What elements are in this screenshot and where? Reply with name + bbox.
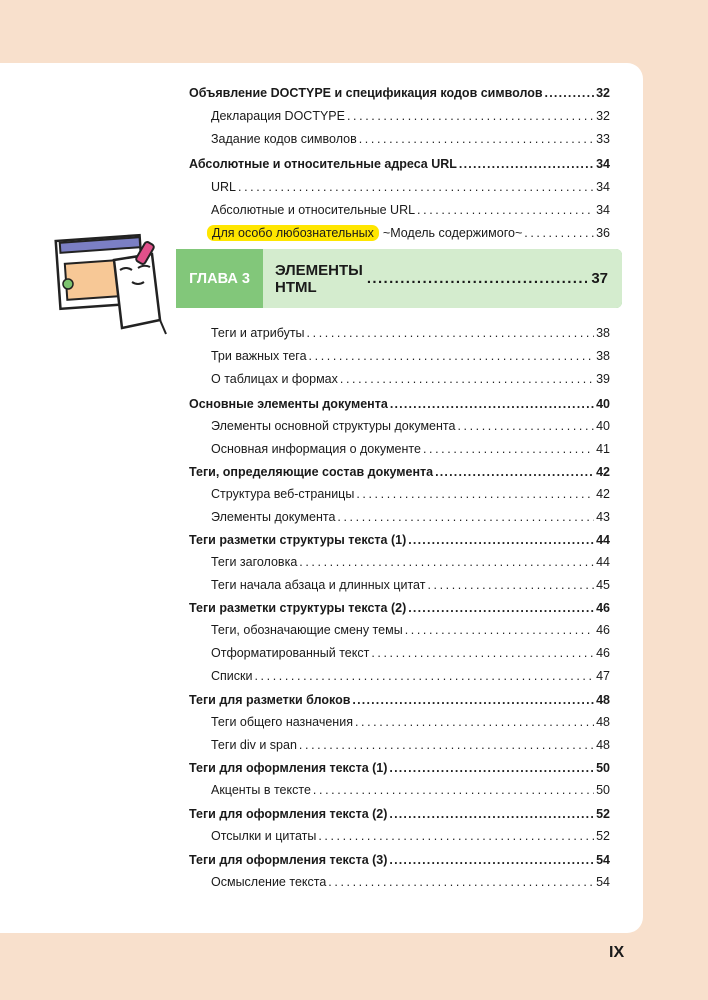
toc-entry-page-number: 39 xyxy=(596,372,610,386)
toc-entry-page-number: 46 xyxy=(596,646,610,660)
chapter-number: ГЛАВА 3 xyxy=(189,270,250,287)
toc-entry-page-number: 40 xyxy=(596,419,610,433)
toc-section-entry[interactable] xyxy=(189,802,610,822)
toc-entry-page-number: 52 xyxy=(596,807,610,821)
toc-subsection-entry[interactable] xyxy=(211,367,610,387)
toc-entry-page-number: 42 xyxy=(596,465,610,479)
toc-entry-title: О таблицах и формах xyxy=(211,372,338,386)
toc-entry-title: Теги разметки структуры текста (1) xyxy=(189,533,407,547)
toc-entry-page-number: 46 xyxy=(596,623,610,637)
toc-entry-title: Осмысление текста xyxy=(211,875,327,889)
toc-entry-page-number: 54 xyxy=(596,875,610,889)
chapter-mascot-illustration xyxy=(48,224,178,340)
toc-entry-title: Теги для разметки блоков xyxy=(189,693,351,707)
toc-subsection-entry[interactable] xyxy=(211,710,610,730)
toc-leader-dots xyxy=(389,760,594,776)
toc-entry-page-number: 32 xyxy=(596,86,610,100)
toc-entry-title: Теги, определяющие состав документа xyxy=(189,465,434,479)
toc-subsection-entry[interactable] xyxy=(211,437,610,457)
toc-entry-page-number: 40 xyxy=(596,397,610,411)
toc-subsection-entry[interactable] xyxy=(211,198,610,218)
chapter-title-row xyxy=(263,249,622,308)
toc-entry-page-number: 44 xyxy=(596,533,610,547)
chapter-page-number: 37 xyxy=(591,270,608,287)
toc-entry-title: Задание кодов символов xyxy=(211,132,357,146)
toc-entry-page-number: 41 xyxy=(596,442,610,456)
toc-entry-page-number: 48 xyxy=(596,715,610,729)
toc-entry-title: ~Модель содержимого~ xyxy=(382,226,523,240)
toc-subsection-entry[interactable] xyxy=(211,733,610,753)
toc-section-entry[interactable] xyxy=(189,81,610,101)
toc-entry-page-number: 44 xyxy=(596,555,610,569)
toc-entry-title: Абсолютные и относительные адреса URL xyxy=(189,157,457,171)
toc-leader-dots xyxy=(417,202,594,218)
toc-entry-title: Отформатированный текст xyxy=(211,646,370,660)
toc-section-entry[interactable] xyxy=(189,848,610,868)
toc-leader-dots xyxy=(313,782,594,798)
toc-entry-title: Основные элементы документа xyxy=(189,397,388,411)
toc-section-entry[interactable] xyxy=(189,688,610,708)
toc-subsection-entry[interactable] xyxy=(211,221,610,241)
toc-entry-page-number: 38 xyxy=(596,349,610,363)
toc-subsection-entry[interactable] xyxy=(211,870,610,890)
chapter-leader-dots xyxy=(367,270,588,287)
toc-subsection-entry[interactable] xyxy=(211,664,610,684)
toc-leader-dots xyxy=(318,828,594,844)
toc-leader-dots xyxy=(238,179,594,195)
toc-entry-title: Теги для оформления текста (3) xyxy=(189,853,388,867)
toc-leader-dots xyxy=(459,156,594,172)
toc-entry-title: Абсолютные и относительные URL xyxy=(211,203,416,217)
toc-entry-title: Объявление DOCTYPE и спецификация кодов символов xyxy=(189,86,543,100)
toc-subsection-entry[interactable] xyxy=(211,505,610,525)
toc-leader-dots xyxy=(307,325,595,341)
toc-subsection-entry[interactable] xyxy=(211,344,610,364)
toc-leader-dots xyxy=(347,108,594,124)
toc-entry-page-number: 52 xyxy=(596,829,610,843)
toc-entry-title: Теги заголовка xyxy=(211,555,298,569)
toc-entry-page-number: 34 xyxy=(596,203,610,217)
toc-entry-page-number: 36 xyxy=(596,226,610,240)
toc-entry-title: Структура веб-страницы xyxy=(211,487,355,501)
toc-leader-dots xyxy=(408,600,594,616)
toc-leader-dots xyxy=(427,577,594,593)
toc-entry-title: Теги div и span xyxy=(211,738,297,752)
toc-entry-page-number: 34 xyxy=(596,180,610,194)
toc-section-entry[interactable] xyxy=(189,596,610,616)
chapter-title: ЭЛЕМЕНТЫ HTML xyxy=(275,261,363,296)
toc-leader-dots xyxy=(457,418,594,434)
toc-subsection-entry[interactable] xyxy=(211,618,610,638)
toc-subsection-entry[interactable] xyxy=(211,824,610,844)
toc-leader-dots xyxy=(359,131,594,147)
page-folio: IX xyxy=(609,944,625,961)
toc-entry-title: Теги общего назначения xyxy=(211,715,353,729)
toc-entry-page-number: 34 xyxy=(596,157,610,171)
toc-entry-title: Три важных тега xyxy=(211,349,307,363)
toc-leader-dots xyxy=(309,348,595,364)
toc-entry-page-number: 47 xyxy=(596,669,610,683)
toc-leader-dots xyxy=(254,668,594,684)
toc-entry-title: Теги для оформления текста (2) xyxy=(189,807,388,821)
toc-entry-title: URL xyxy=(211,180,237,194)
toc-section-entry[interactable] xyxy=(189,392,610,412)
toc-subsection-entry[interactable] xyxy=(211,641,610,661)
toc-entry-page-number: 43 xyxy=(596,510,610,524)
toc-entry-title: Основная информация о документе xyxy=(211,442,421,456)
toc-entry-highlight-label: Для особо любознательных xyxy=(207,225,379,241)
toc-leader-dots xyxy=(299,737,594,753)
toc-leader-dots xyxy=(524,225,594,241)
toc-entry-page-number: 50 xyxy=(596,783,610,797)
toc-leader-dots xyxy=(337,509,594,525)
toc-entry-page-number: 54 xyxy=(596,853,610,867)
toc-entry-title: Элементы основной структуры документа xyxy=(211,419,456,433)
toc-leader-dots xyxy=(340,371,594,387)
toc-leader-dots xyxy=(355,714,594,730)
toc-entry-title: Декларация DOCTYPE xyxy=(211,109,345,123)
toc-entry-page-number: 45 xyxy=(596,578,610,592)
toc-entry-title: Теги, обозначающие смену темы xyxy=(211,623,403,637)
toc-leader-dots xyxy=(545,85,595,101)
toc-leader-dots xyxy=(389,852,594,868)
toc-entry-title: Теги начала абзаца и длинных цитат xyxy=(211,578,426,592)
toc-leader-dots xyxy=(423,441,594,457)
toc-entry-title: Списки xyxy=(211,669,253,683)
toc-subsection-entry[interactable] xyxy=(211,482,610,502)
toc-subsection-entry[interactable] xyxy=(211,778,610,798)
toc-subsection-entry[interactable] xyxy=(211,127,610,147)
toc-subsection-entry[interactable] xyxy=(211,550,610,570)
toc-entry-page-number: 33 xyxy=(596,132,610,146)
toc-entry-title: Теги для оформления текста (1) xyxy=(189,761,388,775)
toc-entry-title: Акценты в тексте xyxy=(211,783,311,797)
toc-leader-dots xyxy=(405,622,594,638)
toc-subsection-entry[interactable] xyxy=(211,321,610,341)
toc-leader-dots xyxy=(408,532,594,548)
toc-subsection-entry[interactable] xyxy=(211,414,610,434)
toc-leader-dots xyxy=(435,464,594,480)
toc-entry-page-number: 32 xyxy=(596,109,610,123)
toc-subsection-entry[interactable] xyxy=(211,175,610,195)
toc-section-entry[interactable] xyxy=(189,152,610,172)
toc-entry-page-number: 38 xyxy=(596,326,610,340)
toc-leader-dots xyxy=(328,874,594,890)
toc-entry-title: Теги разметки структуры текста (2) xyxy=(189,601,407,615)
toc-leader-dots xyxy=(371,645,594,661)
toc-leader-dots xyxy=(390,396,594,412)
toc-entry-title: Отсылки и цитаты xyxy=(211,829,317,843)
toc-subsection-entry[interactable] xyxy=(211,573,610,593)
toc-entry-page-number: 42 xyxy=(596,487,610,501)
toc-leader-dots xyxy=(389,806,594,822)
toc-leader-dots xyxy=(299,554,594,570)
toc-section-entry[interactable] xyxy=(189,460,610,480)
toc-section-entry[interactable] xyxy=(189,528,610,548)
toc-entry-page-number: 50 xyxy=(596,761,610,775)
toc-entry-page-number: 48 xyxy=(596,738,610,752)
toc-leader-dots xyxy=(356,486,594,502)
toc-section-entry[interactable] xyxy=(189,756,610,776)
toc-entry-page-number: 46 xyxy=(596,601,610,615)
toc-subsection-entry[interactable] xyxy=(211,104,610,124)
toc-entry-title: Элементы документа xyxy=(211,510,336,524)
toc-entry-title: Теги и атрибуты xyxy=(211,326,305,340)
toc-leader-dots xyxy=(352,692,594,708)
chapter-heading[interactable] xyxy=(176,249,622,308)
toc-entry-page-number: 48 xyxy=(596,693,610,707)
